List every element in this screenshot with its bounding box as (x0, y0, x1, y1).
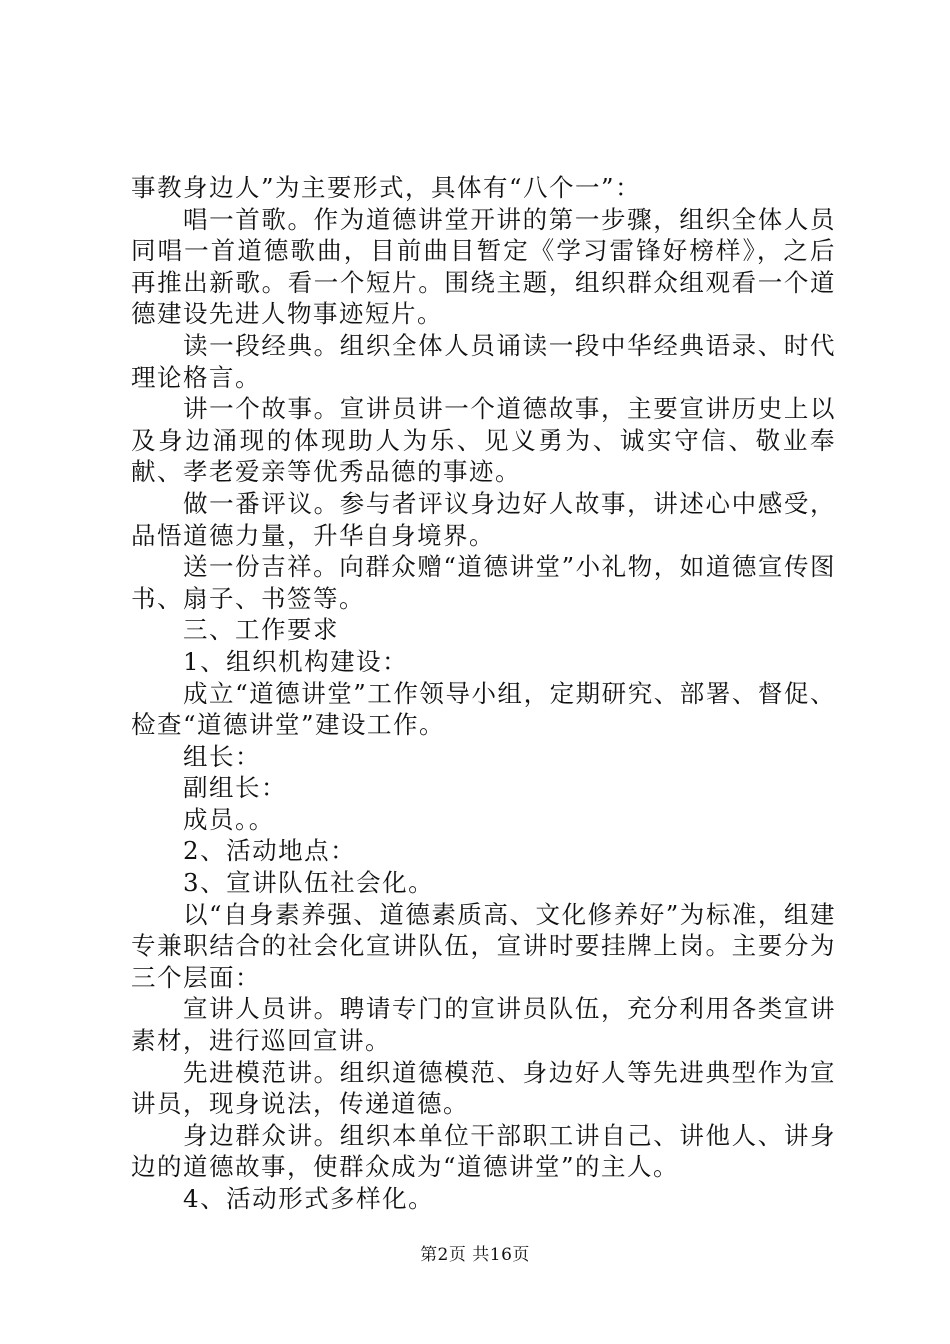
paragraph-gift: 送一份吉祥。向群众赠“道德讲堂”小礼物，如道德宣传图书、扇子、书签等。 (131, 552, 836, 613)
section-heading-work-requirements: 三、工作要求 (183, 615, 339, 645)
paragraph-continuation: 事教身边人”为主要形式，具体有“八个一”： (131, 173, 642, 202)
document-body (131, 172, 836, 1215)
paragraph-team-standard: 以“自身素养强、道德素质高、文化修养好”为标准，组建专兼职结合的社会化宣讲队伍，宣讲时要挂牌上岗。主要分为三个层面： (131, 899, 836, 992)
subheading-activity-forms: 4、活动形式多样化。 (183, 1184, 435, 1213)
paragraph-read-classic: 读一段经典。组织全体人员诵读一段中华经典语录、时代理论格言。 (131, 330, 836, 392)
field-group-leader: 组长： (183, 741, 261, 771)
paragraph-tell-story: 讲一个故事。宣讲员讲一个道德故事，主要宣讲历史上以及身边涌现的体现助人为乐、见义勇为、诚实守信、敬业奉献、孝老爱亲等优秀品德的事迹。 (131, 394, 836, 487)
field-deputy-leader: 副组长： (183, 773, 287, 803)
page-number-footer: 第2页 共16页 (420, 1245, 530, 1265)
paragraph-lecturers: 宣讲人员讲。聘请专门的宣讲员队伍，充分利用各类宣讲素材，进行巡回宣讲。 (131, 994, 836, 1056)
paragraph-sing-song: 唱一首歌。作为道德讲堂开讲的第一步骤，组织全体人员同唱一首道德歌曲，目前曲目暂定《学习雷锋好榜样》，之后再推出新歌。看一个短片。围绕主题，组织群众组观看一个道德建设先进人物事迹短片。 (131, 204, 836, 329)
subheading-venue: 2、活动地点： (183, 836, 357, 866)
subheading-organization: 1、组织机构建设： (183, 646, 409, 676)
subheading-lecture-team: 3、宣讲队伍社会化。 (183, 868, 435, 898)
field-members: 成员。。 (183, 804, 275, 834)
paragraph-public: 身边群众讲。组织本单位干部职工讲自己、讲他人、讲身边的道德故事，使群众成为“道德讲堂”的主人。 (131, 1120, 836, 1182)
paragraph-leading-group: 成立“道德讲堂”工作领导小组，定期研究、部署、督促、检查“道德讲堂”建设工作。 (131, 678, 836, 740)
paragraph-comment: 做一番评议。参与者评议身边好人故事，讲述心中感受，品悟道德力量，升华自身境界。 (131, 488, 836, 550)
paragraph-role-models: 先进模范讲。组织道德模范、身边好人等先进典型作为宣讲员，现身说法，传递道德。 (131, 1057, 836, 1119)
